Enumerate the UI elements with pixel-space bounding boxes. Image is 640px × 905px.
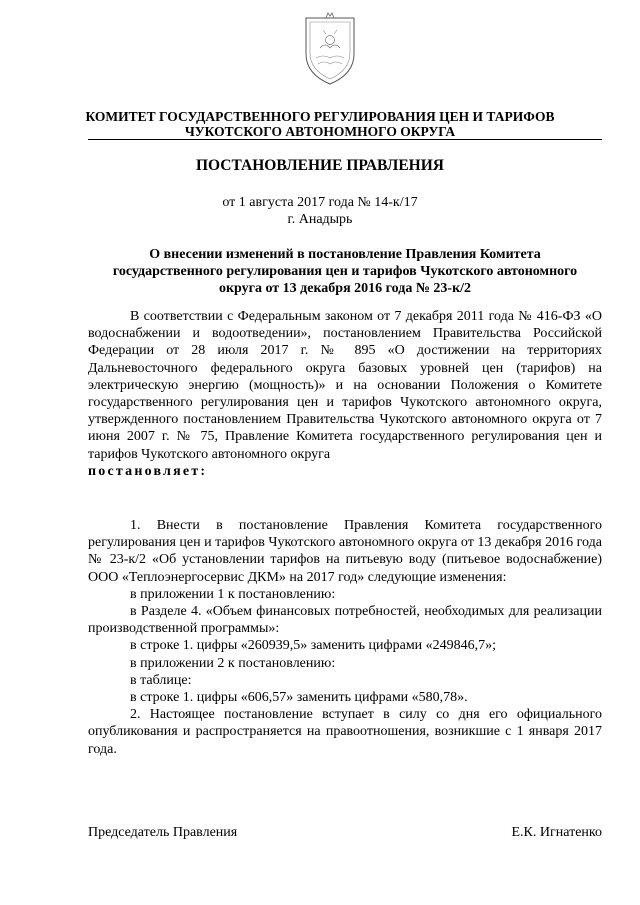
org-name-line2: ЧУКОТСКОГО АВТОНОМНОГО ОКРУГА <box>184 124 456 139</box>
document-title: ПОСТАНОВЛЕНИЕ ПРАВЛЕНИЯ <box>195 157 444 174</box>
preamble-paragraph: В соответствии с Федеральным законом от 7 декабря 2011 года № 416-ФЗ «О водоснабжении и водоотведении», постановлением Правительства Российской Федерации от 28 июля 2017 г. № 895 «О достижении на территориях Дальневосточного федерального округа базовых уровней цен (тарифов) на электрическую энергию (мощность)» и на основании Положения о Комитете государственного регулирования цен и тарифов Чукотского автономного округа, утвержденного постановлением Правительства Чукотского автономного округа от 7 июня 2007 г. № 75, Правление Комитета государственного регулирования цен и тарифов Чукотского автономного округа <box>88 309 602 462</box>
document-date-number: от 1 августа 2017 года № 14-к/17 <box>222 195 418 210</box>
resolution-items <box>88 517 602 758</box>
header-divider <box>88 139 602 140</box>
document-place: г. Анадырь <box>287 212 353 227</box>
preamble-block <box>88 308 602 480</box>
item-1-d: в приложении 2 к постановлению: <box>130 655 336 671</box>
item-1-e: в таблице: <box>130 672 192 688</box>
signer-name: Е.К. Игнатенко <box>511 825 602 840</box>
subject-line: государственного регулирования цен и тарифов Чукотского автономного <box>112 264 578 279</box>
subject-line: округа от 13 декабря 2016 года № 23-к/2 <box>218 281 472 296</box>
subject-line: О внесении изменений в постановление Правления Комитета <box>149 247 541 262</box>
item-1-b: в Разделе 4. «Объем финансовых потребностей, необходимых для реализации производственной программы»: <box>88 604 602 637</box>
item-1-c: в строке 1. цифры «260939,5» заменить цифрами «249846,7»; <box>130 638 497 654</box>
resolves-label: постановляет: <box>88 463 208 479</box>
item-2: 2. Настоящее постановление вступает в силу со дня его официального опубликования и распространяется на правоотношения, возникшие с 1 января 2017 года. <box>88 707 602 757</box>
signer-position: Председатель Правления <box>88 825 238 840</box>
coat-of-arms-icon <box>298 8 362 88</box>
document-subject <box>88 246 602 297</box>
org-name-line1: КОМИТЕТ ГОСУДАРСТВЕННОГО РЕГУЛИРОВАНИЯ ЦЕН И ТАРИФОВ <box>85 109 555 124</box>
item-1-a: в приложении 1 к постановлению: <box>130 586 336 602</box>
item-1-f: в строке 1. цифры «606,57» заменить цифрами «580,78». <box>130 690 468 706</box>
item-1: 1. Внести в постановление Правления Комитета государственного регулирования цен и тарифов Чукотского автономного округа от 13 декабря 2016 года № 23-к/2 «Об установлении тарифов на питьевую воду (питьевое водоснабжение) ООО «Теплоэнергосервис ДКМ» на 2017 год» следующие изменения: <box>88 518 602 585</box>
